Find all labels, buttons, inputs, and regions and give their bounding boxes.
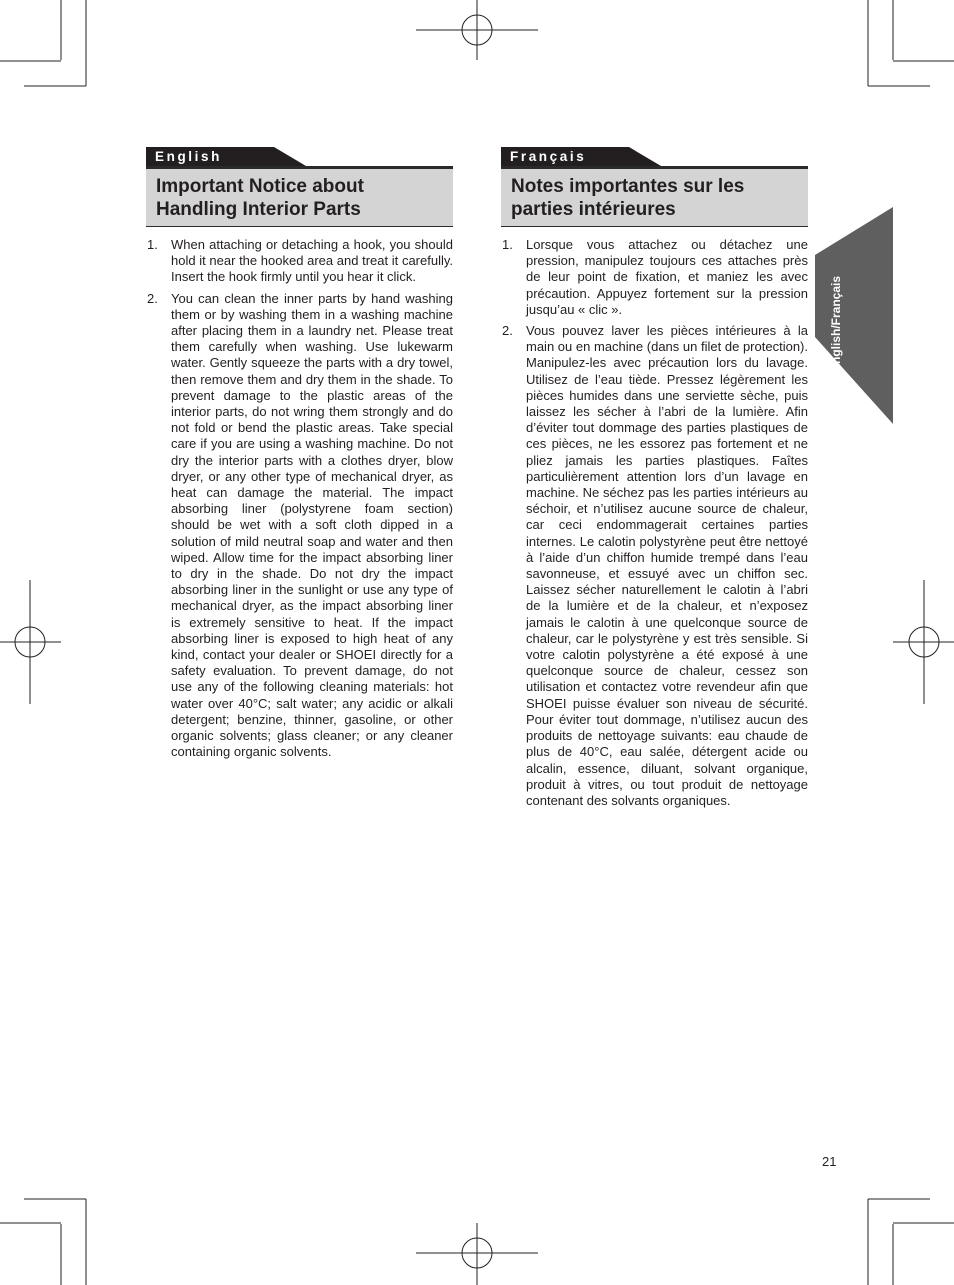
list-item [146, 237, 453, 286]
french-section-title: Notes importantes sur les parties intérieures [511, 176, 745, 220]
french-section [501, 147, 808, 814]
item-text: You can clean the inner parts by hand washing them or by washing them in a washing machine after placing them in a laundry net. Please treat them carefully when washing. Use lukewarm water. Gently squeeze the parts with a dry towel, then remove them and dry them in the shade. To prevent damage to the plastic areas of the interior parts, do not wring them strongly and do not fold or bend the plastic areas. Take special care if you are using a washing machine. Do not dry the interior parts with a clothes dryer, blow dryer, or any other type of mechanical dryer, as heat can damage the material. The impact absorbing liner (polystyrene foam section) should be wet with a soft cloth dipped in a solution of mild neutral soap and water and then wiped. Allow time for the impact absorbing liner to dry in the shade. Do not dry the impact absorbing liner in the sunlight or use any type of mechanical dryer, as the impact absorbing liner is extremely sensitive to heat. If the impact absorbing liner is exposed to high heat of any kind, contact your dealer or SHOEI directly for a safety evaluation. To prevent damage, do not use any of the following cleaning materials: hot water over 40°C; salt water; any acidic or alkali detergent; benzine, thinner, gasoline, or other organic solvents; glass cleaner; or any cleaner containing organic solvents. [171, 290, 453, 760]
english-section [146, 147, 453, 766]
french-title-box [501, 166, 808, 227]
item-text: Vous pouvez laver les pièces intérieures à la main ou en machine (dans un filet de protection). Manipulez-les avec précaution lors du lavage. Utilisez de l’eau tiède. Pressez légèrement les pièces humides dans une serviette sèche, puis laissez les sécher à l’abri de la lumière. Afin d’éviter tout dommage des parties plastiques de ces pièces, ne les essorez pas fortement et ne pliez jamais les parties plastiques. Faîtes particulièrement attention lors d’un lavage en machine. Ne séchez pas les parties intérieurs au séchoir, et n’utilisez aucune source de chaleur, car ceci endommagerait certaines parties internes. Le calotin polystyrène peut être nettoyé à l’aide d’un chiffon humide trempé dans l’eau savonneuse, et essuyé avec un chiffon sec. Laissez sécher naturellement le calotin à l’abri de la lumière et de la chaleur, et n’exposez jamais le calotin à une quelconque source de chaleur, car le polystyrène y est très sensible. Si votre calotin polystyrène a été exposé à une quelconque source de chaleur, cessez son utilisation et contactez votre revendeur afin que SHOEI puisse évaluer son niveau de sécurité. Pour éviter tout dommage, n’utilisez aucun des produits de nettoyage suivants: eau chaude de plus de 40°C, eau salée, détergent acide ou alcalin, essence, diluant, solvant organique, produit à vitres, ou tout produit de nettoyage contenant des solvants organiques. [526, 323, 808, 808]
side-language-tab [815, 207, 893, 424]
list-item [501, 237, 808, 318]
item-number: 2. [147, 290, 158, 306]
list-item [146, 291, 453, 761]
french-language-tab [501, 147, 663, 166]
item-number: 2. [502, 323, 513, 339]
english-section-title: Important Notice about Handling Interior Parts [156, 176, 364, 220]
item-number: 1. [502, 237, 513, 252]
list-item [501, 323, 808, 809]
side-tab-label: English/Français [829, 275, 843, 372]
english-title-box [146, 166, 453, 227]
english-instructions-list [146, 237, 453, 761]
page-number: 21 [822, 1154, 837, 1169]
english-language-tab [146, 147, 308, 166]
item-text: When attaching or detaching a hook, you should hold it near the hooked area and treat it carefully. Insert the hook firmly until you hear it click. [171, 237, 453, 285]
french-instructions-list [501, 237, 808, 809]
item-text: Lorsque vous attachez ou détachez une pression, manipulez toujours ces attaches près de leur point de fixation, et maniez les avec précaution. Appuyez fortement sur la pression jusqu’au « clic ». [526, 237, 808, 317]
item-number: 1. [147, 237, 158, 252]
french-tab-label: Français [510, 149, 587, 164]
english-tab-label: English [155, 149, 222, 164]
